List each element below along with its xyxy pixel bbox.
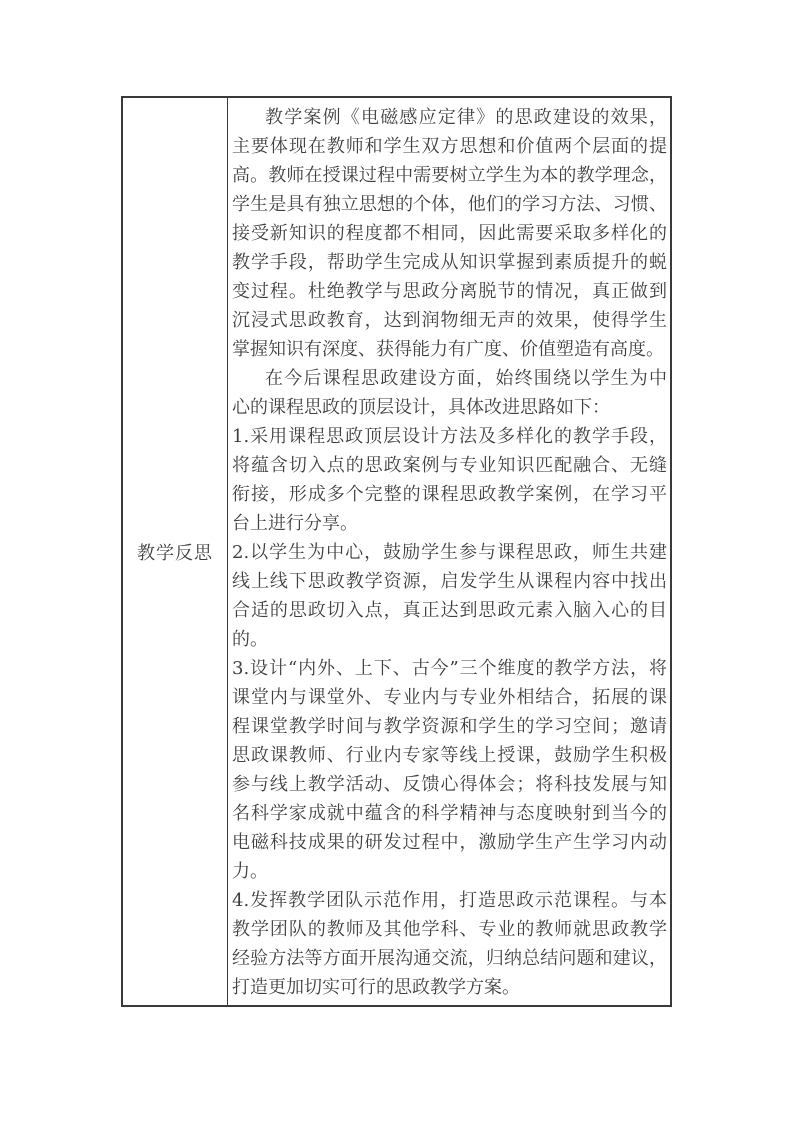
reflection-table	[121, 96, 672, 1007]
text-line: 掌握知识有深度、获得能力有广度、价值塑造有高度。	[232, 339, 664, 360]
text-line: 心的课程思政的顶层设计，具体改进思路如下：	[232, 397, 610, 418]
text-line: 3.设计“内外、上下、古今”三个维度的教学方法，将	[232, 658, 667, 679]
text-line: 思政课教师、行业内专家等线上授课，鼓励学生积极	[232, 745, 667, 766]
text-line: 2.以学生为中心，鼓励学生参与课程思政，师生共建	[232, 542, 667, 563]
text-line: 教学团队的教师及其他学科、专业的教师就思政教学	[232, 919, 667, 940]
text-line: 主要体现在教师和学生双方思想和价值两个层面的提	[232, 136, 667, 157]
text-line: 高。教师在授课过程中需要树立学生为本的教学理念，	[232, 165, 667, 186]
text-line: 衔接，形成多个完整的课程思政教学案例，在学习平	[232, 484, 667, 505]
text-line: 课堂内与课堂外、专业内与专业外相结合，拓展的课	[232, 687, 667, 708]
text-line: 变过程。杜绝教学与思政分离脱节的情况，真正做到	[232, 281, 667, 302]
text-line: 的。	[232, 629, 268, 650]
text-line: 打造更加切实可行的思政教学方案。	[232, 977, 520, 998]
text-line: 将蕴含切入点的思政案例与专业知识匹配融合、无缝	[232, 455, 667, 476]
text-line: 接受新知识的程度都不相同，因此需要采取多样化的	[232, 223, 667, 244]
text-line: 线上线下思政教学资源，启发学生从课程内容中找出	[232, 571, 667, 592]
text-line: 名科学家成就中蕴含的科学精神与态度映射到当今的	[232, 803, 667, 824]
text-line: 合适的思政切入点，真正达到思政元素入脑入心的目	[232, 600, 667, 621]
row-header-label: 教学反思	[137, 542, 213, 564]
text-line: 电磁科技成果的研发过程中，激励学生产生学习内动	[232, 832, 667, 853]
text-line: 4.发挥教学团队示范作用，打造思政示范课程。与本	[232, 890, 667, 911]
text-line: 参与线上教学活动、反馈心得体会；将科技发展与知	[232, 774, 667, 795]
text-line: 力。	[232, 861, 268, 882]
text-line: 1.采用课程思政顶层设计方法及多样化的教学手段，	[232, 426, 667, 447]
text-line: 沉浸式思政教育，达到润物细无声的效果，使得学生	[232, 310, 667, 331]
text-line: 台上进行分享。	[232, 513, 358, 534]
text-line: 教学案例《电磁感应定律》的思政建设的效果，	[265, 107, 667, 128]
text-line: 教学手段，帮助学生完成从知识掌握到素质提升的蜕	[232, 252, 667, 273]
text-line: 学生是具有独立思想的个体，他们的学习方法、习惯、	[232, 194, 667, 215]
row-content-cell	[228, 98, 670, 1005]
text-line: 在今后课程思政建设方面，始终围绕以学生为中	[265, 368, 667, 389]
text-line: 程课堂教学时间与教学资源和学生的学习空间；邀请	[232, 716, 667, 737]
row-header-cell	[123, 98, 228, 1005]
text-line: 经验方法等方面开展沟通交流，归纳总结问题和建议，	[232, 948, 667, 969]
